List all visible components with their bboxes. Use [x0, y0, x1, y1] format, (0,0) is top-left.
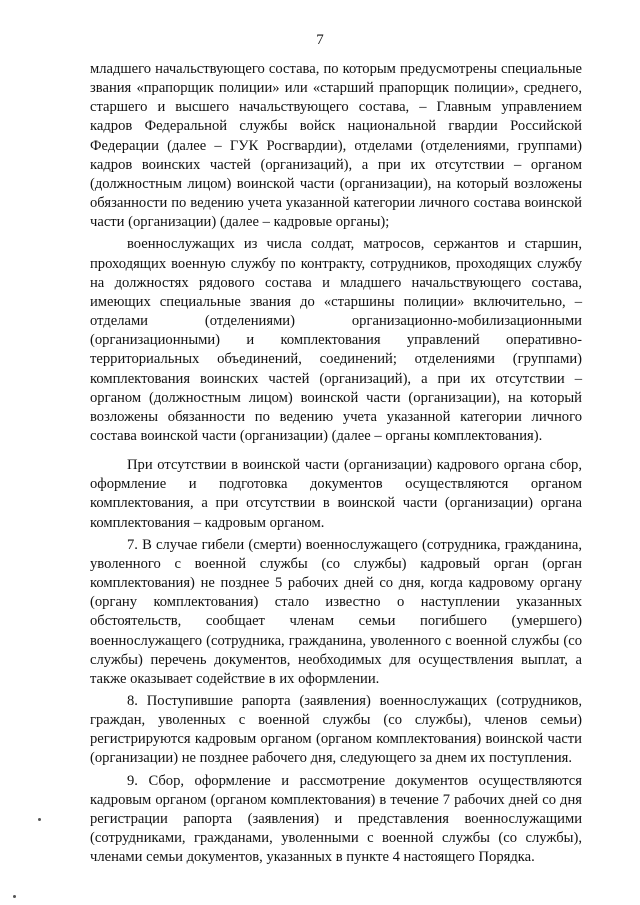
paragraph-item-9: 9. Сбор, оформление и рассмотрение документов осуществляются кадровым органом (органом комплектования) в течение 7 рабочих дней со дня регистрации рапорта (заявления) и представления военнослужащими (сотрудниками, гражданами, уволенными с военной службы (со службы), членами семьи документов, указанных в пункте 4 настоящего Порядка.	[90, 772, 582, 866]
document-body	[90, 60, 582, 867]
paragraph-enlisted-personnel: военнослужащих из числа солдат, матросов, сержантов и старшин, проходящих военную службу по контракту, сотрудников, проходящих службу на должностях рядового состава и младшего начальствующего состава, имеющих специальные звания до «старшины полиции» включительно, – отделами (отделениями) организационно-мобилизационными (организационными) и комплектования управлений оперативно-территориальных объединений, соединений; отделениями (группами) комплектования воинских частей (организаций), а при их отсутствии – органом (должностным лицом) воинской части (организации), на который возложены обязанности по ведению учета указанной категории личного состава воинской части (организации) (далее – органы комплектования).	[90, 236, 582, 444]
paragraph-item-8: 8. Поступившие рапорта (заявления) военнослужащих (сотрудников, граждан, уволенных с военной службы (со службы), членов семьи) регистрируются кадровым органом (органом комплектования) воинской части (организации) не позднее рабочего дня, следующего за днем их поступления.	[90, 693, 582, 767]
paragraph-item-7: 7. В случае гибели (смерти) военнослужащего (сотрудника, гражданина, уволенного с военной службы (со службы) кадровый орган (орган комплектования) не позднее 5 рабочих дней со дня, когда кадровому органу (органу комплектования) стало известно о наступлении указанных обстоятельств, сообщает членам семьи погибшего (умершего) военнослужащего (сотрудника, гражданина, уволенного с военной службы (со службы) перечень документов, необходимых для осуществления выплат, а также оказывает содействие в их оформлении.	[90, 536, 582, 687]
scan-artifact	[13, 895, 16, 898]
page-number: 7	[316, 32, 324, 48]
paragraph-absence-of-personnel-office: При отсутствии в воинской части (организации) кадрового органа сбор, оформление и подготовка документов осуществляются органом комплектования, а при отсутствии в воинской части (организации) органа комплектования – кадровым органом.	[90, 457, 582, 531]
paragraph-continuation: младшего начальствующего состава, по которым предусмотрены специальные звания «прапорщик полиции» или «старший прапорщик полиции», среднего, старшего и высшего начальствующего состава, – Главным управлением кадров Федеральной службы войск национальной гвардии Российской Федерации (далее – ГУК Росгвардии), отделами (отделениями, группами) кадров воинских частей (организаций), а при их отсутствии – органом (должностным лицом) воинской части (организации), на который возложены обязанности по ведению учета указанной категории личного состава воинской части (организации) (далее – кадровые органы);	[90, 61, 582, 231]
scan-artifact	[38, 818, 41, 821]
